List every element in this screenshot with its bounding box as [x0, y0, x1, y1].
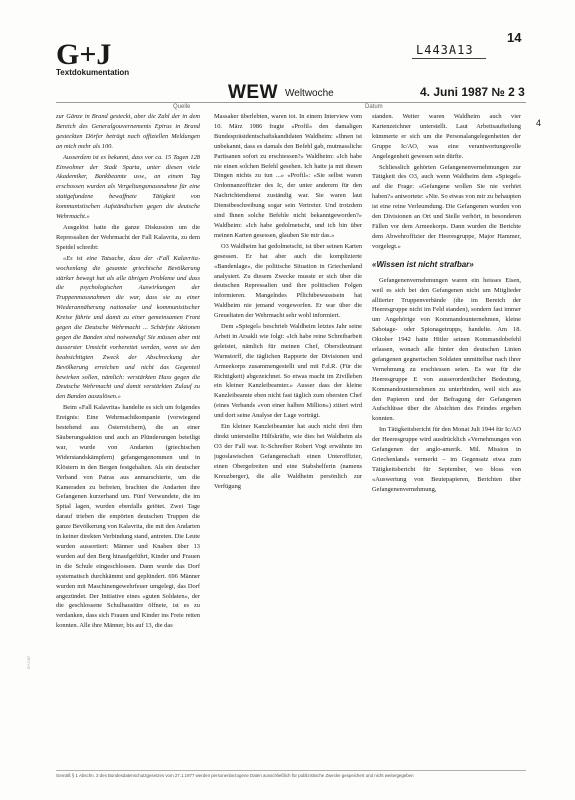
article-paragraph: zur Gänze in Brand gesteckt, aber die Zahl der in dem Bereich des Generalgouvernements Epirus in Brand gesteckten Dörfer beträgt nach offiziellen Meldungen an mich mehr als 100. [56, 113, 200, 150]
footer-divider [56, 770, 526, 771]
publication-date: 4. Juni 1987 № 2 3 [420, 85, 525, 99]
source-field-label: Quelle [173, 104, 191, 110]
page-number: 4 [536, 118, 542, 128]
date-field-label: Datum [365, 104, 383, 110]
article-paragraph: «Es ist eine Tatsache, dass der ‹Fall Kalavrita› wochenlang die gesamte griechische Bevölkerung stärker bewegt hat als alle übrigen Probleme und dass die psychologischen Auswirkungen der Truppenmassnahmen die war, dass sie zu einer Wiederannäherung nationaler und kommunistischer Kreise führte und damit zu einer gemeinsamen Front gegen die Deutsche Wehrmacht ... Schärfste Aktionen gegen die Banden sind notwendig! Sie müssen aber mit äusserster Umsicht vorbereitet werden, wenn sie den beabsichtigten Zweck der Abschreckung der Bevölkerung erreichen und nicht das Gegenteil bewirken sollen, nämlich: verstärkten Hass gegen die Deutsche Wehrmacht und damit verstärkten Zulauf zu den Banden auszulösen.» [56, 254, 200, 401]
logo-subtitle: Textdokumentation [56, 68, 130, 77]
article-column-3 [372, 112, 521, 767]
header-divider [56, 102, 526, 103]
side-scan-mark: G+J 87 [26, 655, 32, 670]
source-name: Weltwoche [285, 88, 334, 99]
article-paragraph: Massaker überlebten, waren tot. In einem Interview vom 10. März 1986 fragte «Profil» den damaligen Bundespräsidentschaftskandidaten Waldheim: «Ihnen ist unbekannt, dass es damals den Befehl gab, mutmassliche Partisanen sofort zu erschiessen?» Waldheim: «Ich habe nie einen solchen Befehl gesehen. Ich hatte ja mit diesen Dingen nichts zu tun ...» «Profil»: «Sie selbst waren Ordonnanzoffizier des Ic, der unter anderem für den Nachrichtendienst zuständig war. Sie waren laut Dienstbeschreibung sogar sein Vertreter. Und trotzdem sind Ihnen solche Befehle nicht bekanntgeworden?» Waldheim: «Ich habe gedolmetscht, und ich bin über meinen Karten gesessen, glauben Sie mir das.» [214, 113, 362, 239]
legal-footer-note: Gemäß § 1 Abschn. 3 des Bundesdatenschutzgesetzes vom 27.1.1977 werden personenbezogene Daten ausschließlich für publizistische Zwecke gespeichert und nicht weitergegeben [56, 773, 414, 778]
article-paragraph: Ausgelöst hatte die ganze Diskussion um die Repressalien der Wehrmacht der Fall Kalavrita, zu dem Speidel schreibt: [56, 223, 200, 251]
article-paragraph: Ein kleiner Kanzleibeamter hat auch nicht drei ihm direkt unterstellte Hilfskräfte, wie dies bei Waldheim als O3 der Fall war. Ic-Schreiber Robert Vogt erwähnte im jugoslawischen Gefangenschaft einen Unteroffizier, einen Obergefreiten und eine Stabshelferin (namens Kreuzberger), die alle Waldheim persönlich zur Verfügung [214, 423, 362, 490]
article-paragraph: Ausserdem ist es bekannt, dass vor ca. 15 Tagen 128 Einwohner der Stadt Sparta, unter diesen viele Akademiker, Bankbeamte usw., an einem Tag erschossen wurden als Vergeltungsmassnahme für eine stattgefundene bewaffnete Tätigkeit von kommunistischen Aufständischen gegen die deutsche Wehrmacht.» [56, 153, 200, 221]
article-paragraph: Beim «Fall Kalavrita» handelte es sich um folgendes Ereignis: Eine Wehrmachtkompanie (vorwiegend bestehend aus Österreichern), die an einer Säuberungsaktion und auch an Plünderungen beteiligt war, wurde von Andarten (griechischen Widerstandskämpfern) gefangengenommen und in Klöstern in den Bergen festgehalten. Als ein deutscher Verband von Patras aus anmarschierte, um die Kameraden zu befreien, brachten die Andarten ihre Gefangenen kurzerhand um. Fünf Verwundete, die im Spital lagen, wurden ebenfalls getötet. Zwei Tage darauf trieben die empörten deutschen Truppen die ganze Bevölkerung von Kalavrita, die mit den Andarten in keiner direkten Verbindung stand, antreten. Die Leute wurden aussortiert: Männer und Knaben über 13 wurden auf den Berg hinaufgeführt, Kinder und Frauen in die Schule eingeschlossen. Dann wurde das Dorf systematisch durchkämmt und geplündert. 696 Männer wurden mit Maschinengewehrfeuer umgelegt, das Dorf angezündet. Der Initiative eines «guten Soldaten», der die geschlossene Schulhaustüre öffnete, ist es zu verdanken, dass sich Frauen und Kinder ins Freie retten konnten. Alle ihre Männer, bis auf 13, die das [56, 404, 200, 630]
article-column-1 [56, 112, 200, 767]
article-paragraph: Dem «Spiegel» beschrieb Waldheim letztes Jahr seine Arbeit in Arsakli wie folgt: «Ich habe reine Schreibarbeit geleistet, nämlich für meinen Chef, Oberstleutnant Warnstorff, die täglichen Rapporte der Divisionen und Armeekorps zusammengestellt und mit F.d.R. (Für die Richtigkeit) abgezeichnet. So etwas macht im Zivilleben ein kleiner Kanzleibeamter.» Ausser dass der kleine Kanzleibeamte eben nicht fast täglich zum obersten Chef (eines Verbands «von einer halben Million») zitiert wird und dort seine Analyse der Lage vorträgt. [214, 323, 362, 420]
logo-text: G+J [56, 38, 112, 71]
article-paragraph: Schliesslich gehörten Gefangenenvernehmungen zur Tätigkeit des O3, auch wenn Waldheim dem «Spiegel» auf die Frage: «Gefangene wollen Sie nie verhört haben?» antwortete: «Nie. So etwas von mir zu behaupten ist eine reine Verleumdung. Die Gefangenen wurden von den Divisionen an Ort und Stelle verhört, in besonderen Fällen vor dem Armeekorps. Dann wurden die Berichte dem Abwehroffizier der Heeresgruppe, Major Hammer, vorgelegt.» [372, 163, 521, 250]
article-paragraph: O3 Waldheim hat gedolmetscht, ist über seinen Karten gesessen. Er hat aber auch die komplizierte «Bandenlage», die politische Situation in Griechenland analysiert. Zu diesem Zwecke musste er sich über die deutschen Repressalien und ihre politischen Folgen informieren. Mangelndes Pflichtbewusstsein hat Waldheim nie jemand vorgeworfen. Er war über die Greueltaten der Wehrmacht sehr wohl informiert. [214, 242, 362, 320]
article-paragraph: Gefangenenvernehmungen waren ein heisses Eisen, weil es sich bei den Gefangenen nicht um Mitglieder alliierter Truppenverbände (die im Bereich der Heeresgruppe nicht im Feld standen), sondern fast immer um Angehörige von Kommandounternehmen, kleine Sabotage- oder Spionagetrupps, handelte. Am 18. Oktober 1942 hatte Hitler seinen Kommandobefehl erlassen, wonach alle hinter den deutschen Linien gefangenen gegnerischen Soldaten unmittelbar nach ihrer Vernehmung zu erschiessen seien. Es war für die Heeresgruppe E von ausserordentlicher Bedeutung, Kommandounternehmen zu unterbinden, weil sich aus den Papieren und der Befragung der Gefangenen Aufschlüsse über die Absichten des Feindes ergeben konnten. [372, 276, 521, 423]
article-paragraph: standen. Weiter waren Waldheim auch vier Kartenzeichner unterstellt. Laut Arbeitsaufteilung kümmerte er sich um die Personalangelegenheiten der Gruppe Ic/AO, was eine verantwortungsvolle Angelegenheit gewesen sein dürfte. [372, 113, 521, 160]
archive-number: L443A13 [412, 43, 486, 59]
article-subheading: «Wissen ist nicht strafbar» [372, 259, 474, 269]
source-abbreviation: WEW [228, 82, 279, 103]
article-paragraph: Im Tätigkeitsbericht für den Monat Juli 1944 für Ic/AO der Heeresgruppe wird ausdrücklich «Vernehmungen von Gefangenen der anglo-amerik. Mil. Mission in Griechenland» vermerkt – im Gegensatz etwa zum Tätigkeitsbericht für September, wo bloss von «Auswertung von Beutepapieren, Berichten über Gefangenenvernehmung, [372, 426, 521, 493]
handwritten-number: 14 [507, 30, 522, 45]
article-column-2 [214, 112, 362, 618]
